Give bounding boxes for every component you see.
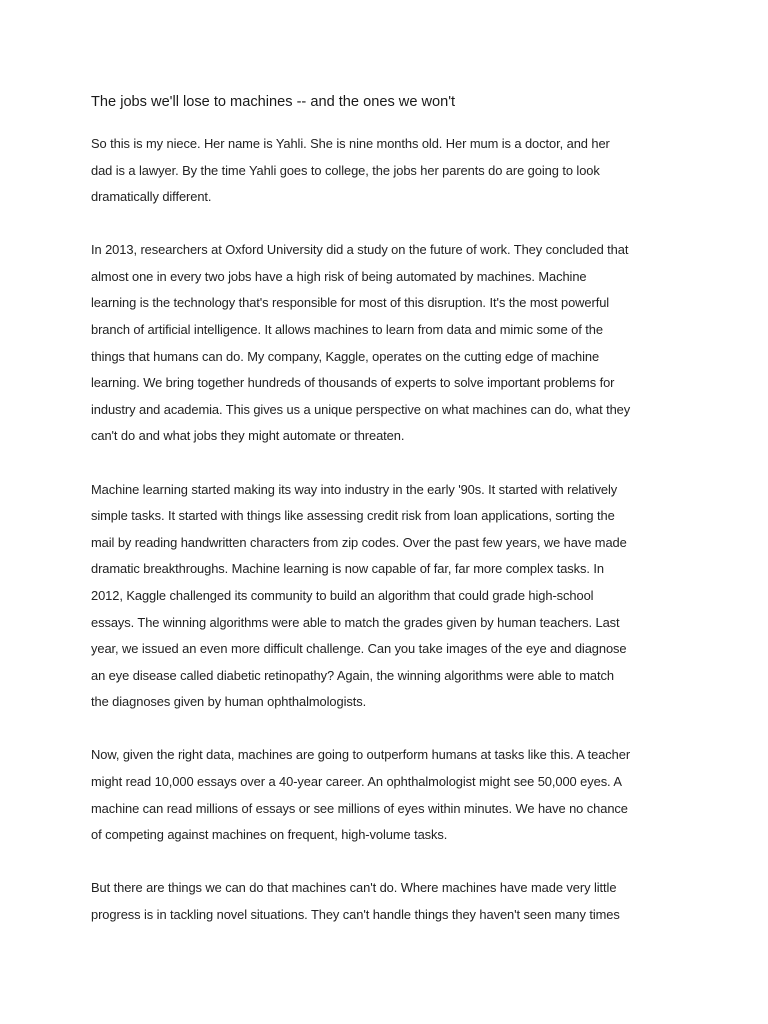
text-line: can't do and what jobs they might automate or threaten.	[91, 428, 405, 444]
text-line: 2012, Kaggle challenged its community to build an algorithm that could grade high-school	[91, 587, 594, 603]
text-line: dramatically different.	[91, 189, 212, 205]
text-line: essays. The winning algorithms were able to match the grades given by human teachers. Last	[91, 614, 620, 630]
text-line: industry and academia. This gives us a unique perspective on what machines can do, what they	[91, 401, 631, 417]
text-line: dramatic breakthroughs. Machine learning is now capable of far, far more complex tasks. In	[91, 561, 604, 577]
text-line: So this is my niece. Her name is Yahli. She is nine months old. Her mum is a doctor, and her	[91, 136, 610, 151]
text-line: But there are things we can do that machines can't do. Where machines have made very little	[91, 880, 617, 896]
text-line: branch of artificial intelligence. It allows machines to learn from data and mimic some of the	[91, 322, 603, 338]
text-line: might read 10,000 essays over a 40-year career. An ophthalmologist might see 50,000 eyes. A	[91, 773, 622, 789]
text-line: In 2013, researchers at Oxford University did a study on the future of work. They concluded that	[91, 242, 629, 258]
text-line: an eye disease called diabetic retinopathy? Again, the winning algorithms were able to match	[91, 667, 614, 683]
text-line: dad is a lawyer. By the time Yahli goes to college, the jobs her parents do are going to look	[91, 162, 600, 178]
text-line: the diagnoses given by human ophthalmologists.	[91, 694, 367, 710]
text-line: progress is in tackling novel situations. They can't handle things they haven't seen many times	[91, 906, 620, 922]
text-line: learning. We bring together hundreds of thousands of experts to solve important problems for	[91, 375, 615, 391]
text-line: simple tasks. It started with things like assessing credit risk from loan applications, sorting the	[91, 508, 615, 524]
text-line: Machine learning started making its way into industry in the early '90s. It started with relatively	[91, 481, 618, 497]
document-title: The jobs we'll lose to machines -- and the ones we won't	[91, 94, 456, 110]
text-line: things that humans can do. My company, Kaggle, operates on the cutting edge of machine	[91, 348, 600, 364]
document-body	[91, 131, 691, 928]
text-line: Now, given the right data, machines are going to outperform humans at tasks like this. A teacher	[91, 747, 631, 763]
text-line: machine can read millions of essays or see millions of eyes within minutes. We have no chance	[91, 800, 628, 816]
paragraph	[91, 875, 691, 928]
text-line: learning is the technology that's responsible for most of this disruption. It's the most powerful	[91, 295, 610, 311]
paragraph	[91, 742, 691, 848]
text-line: of competing against machines on frequent, high-volume tasks.	[91, 827, 448, 843]
text-line: year, we issued an even more difficult challenge. Can you take images of the eye and diagnose	[91, 641, 627, 657]
text-line: almost one in every two jobs have a high risk of being automated by machines. Machine	[91, 268, 587, 284]
text-line: mail by reading handwritten characters from zip codes. Over the past few years, we have made	[91, 534, 627, 550]
paragraph	[91, 237, 691, 450]
paragraph	[91, 477, 691, 716]
paragraph	[91, 131, 691, 211]
